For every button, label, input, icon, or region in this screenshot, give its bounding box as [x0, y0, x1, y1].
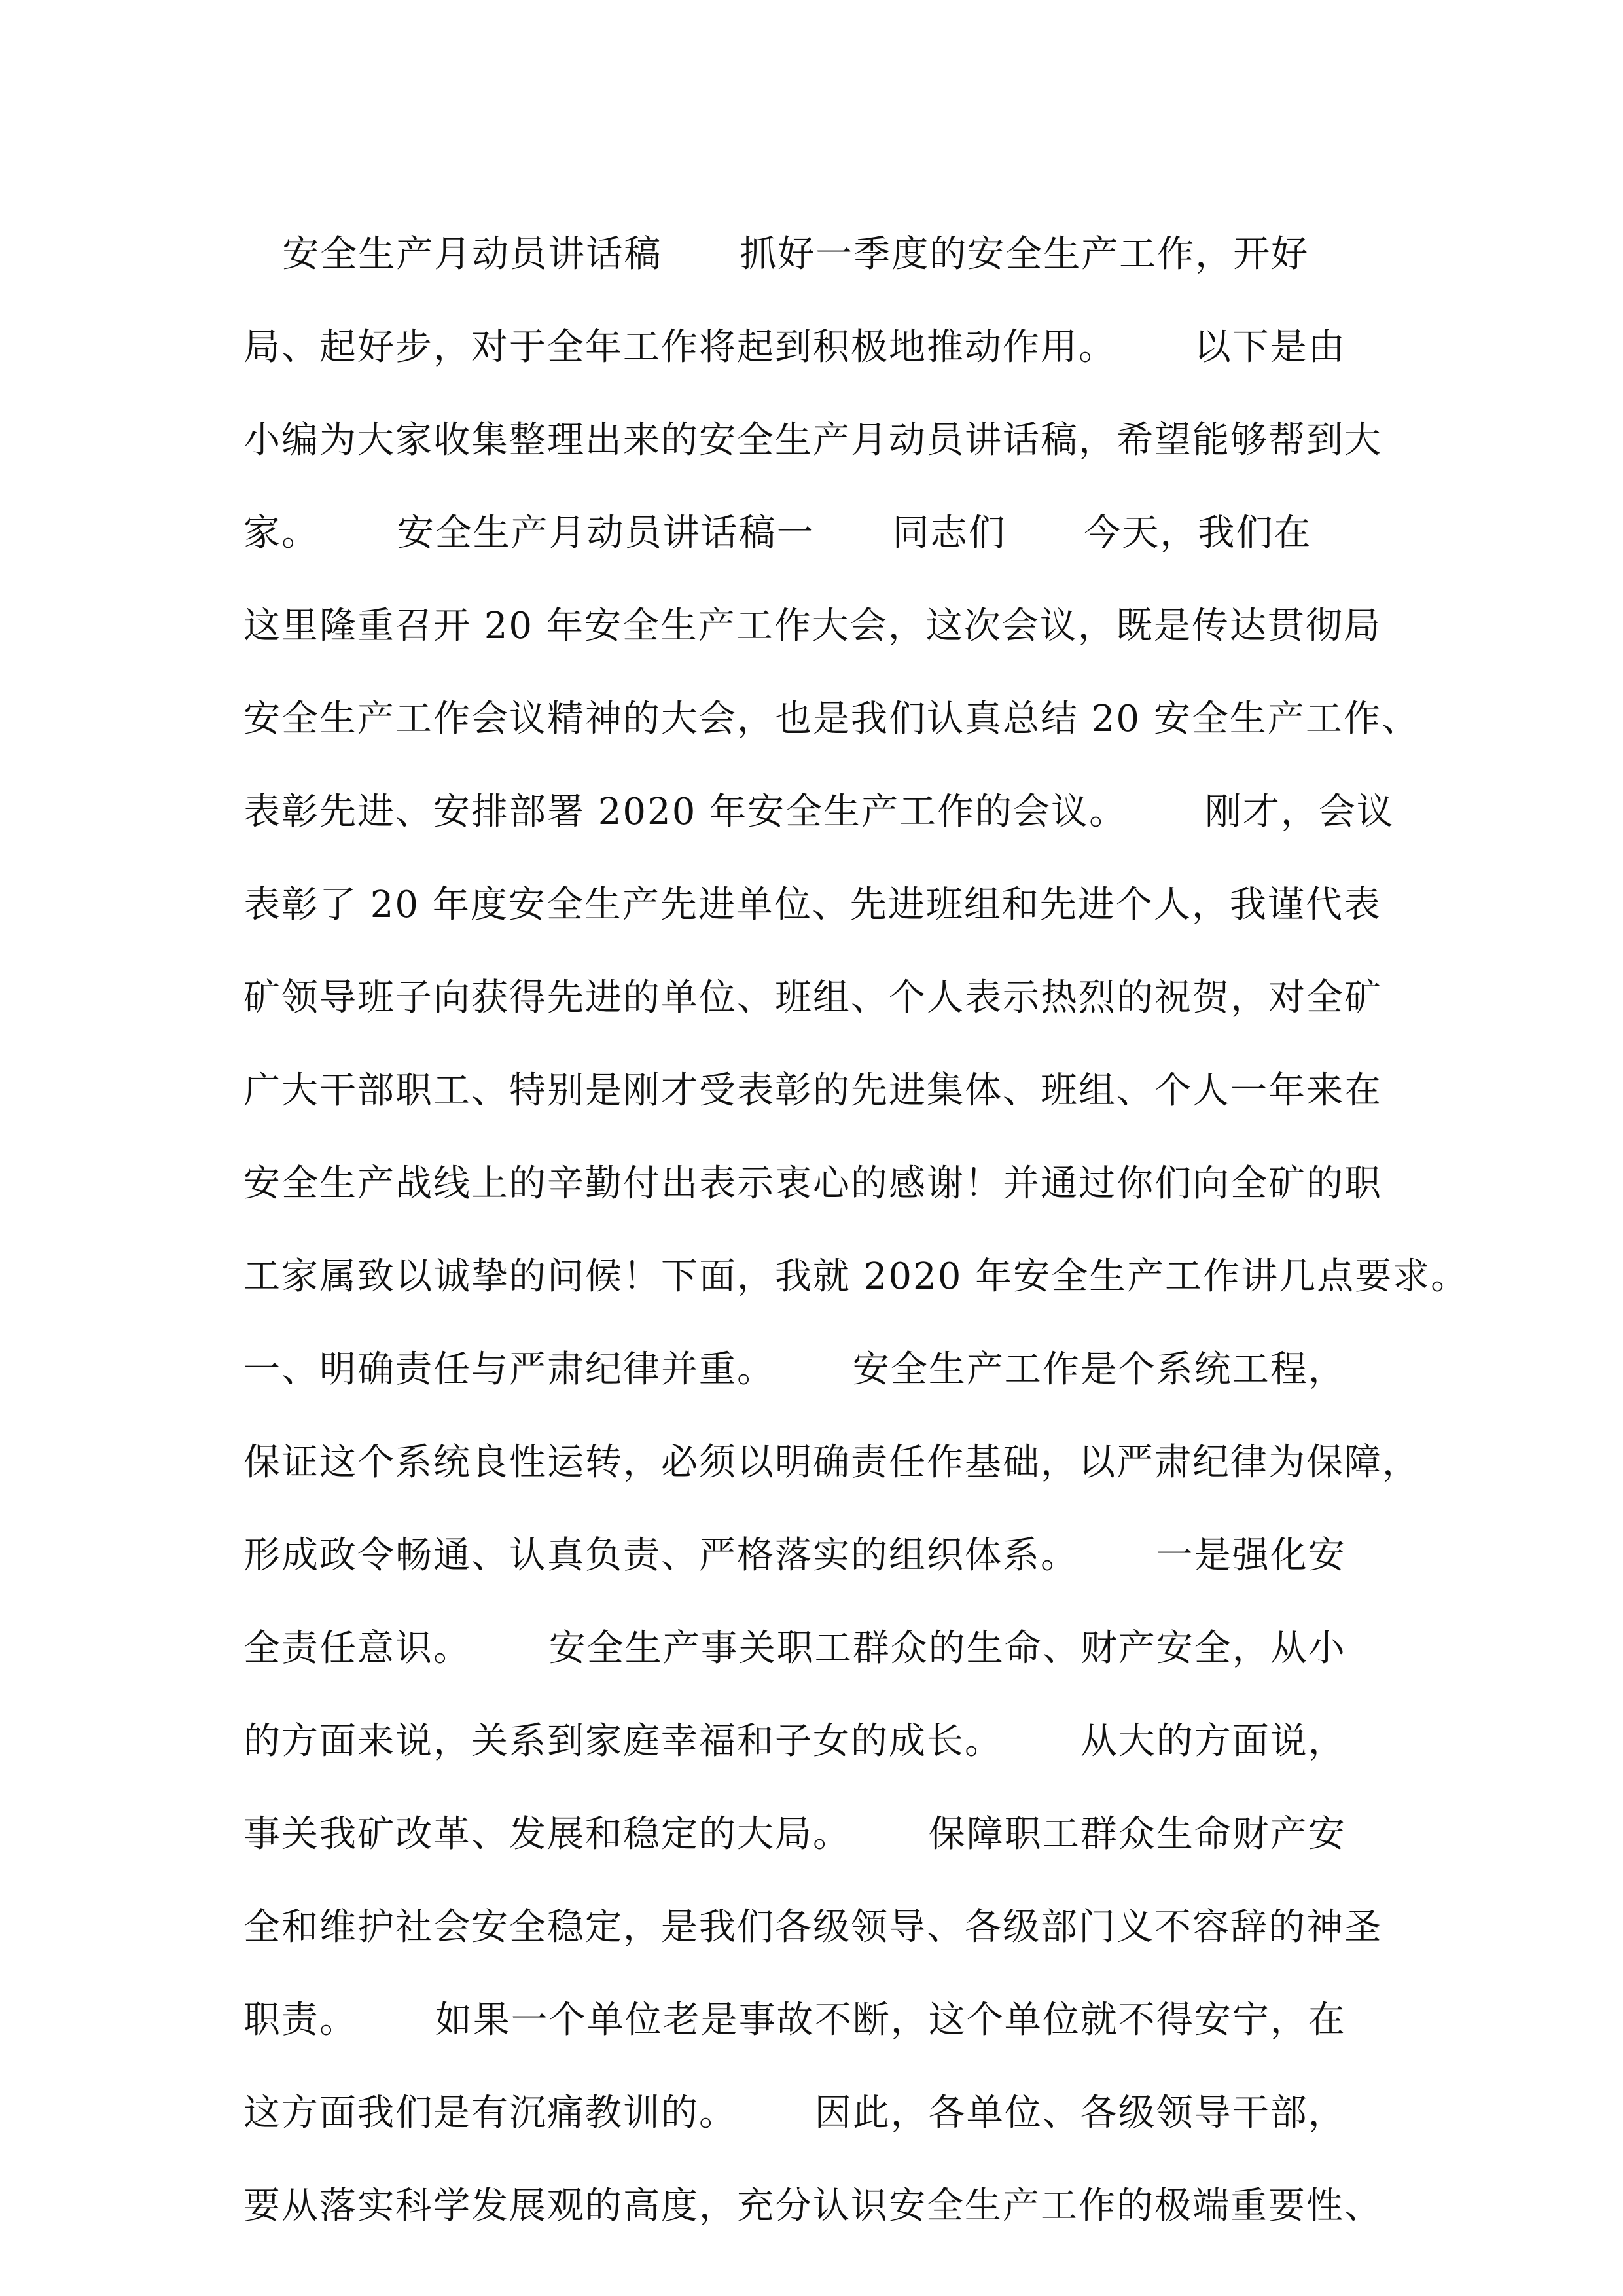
text-line: 安全生产战线上的辛勤付出表示衷心的感谢！并通过你们向全矿的职 [243, 1162, 1382, 1205]
text-line: 家。 安全生产月动员讲话稿一 同志们 今天，我们在 [243, 512, 1312, 554]
text-line: 一、明确责任与严肃纪律并重。 安全生产工作是个系统工程， [243, 1348, 1346, 1391]
text-line: 安全生产月动员讲话稿 抓好一季度的安全生产工作，开好 [243, 233, 1310, 276]
text-line: 要从落实科学发展观的高度，充分认识安全生产工作的极端重要性、 [243, 2185, 1382, 2227]
text-line: 表彰先进、安排部署 2020 年安全生产工作的会议。 刚才，会议 [243, 791, 1395, 833]
text-line: 保证这个系统良性运转，必须以明确责任作基础，以严肃纪律为保障， [243, 1441, 1420, 1484]
text-line: 局、起好步，对于全年工作将起到积极地推动作用。 以下是由 [243, 326, 1346, 368]
text-line: 全责任意识。 安全生产事关职工群众的生命、财产安全，从小 [243, 1627, 1346, 1670]
text-line: 这方面我们是有沉痛教训的。 因此，各单位、各级领导干部， [243, 2092, 1346, 2134]
text-line: 事关我矿改革、发展和稳定的大局。 保障职工群众生命财产安 [243, 1813, 1346, 1856]
text-line: 全和维护社会安全稳定，是我们各级领导、各级部门义不容辞的神圣 [243, 1906, 1382, 1948]
text-line: 职责。 如果一个单位老是事故不断，这个单位就不得安宁，在 [243, 1999, 1346, 2041]
text-line: 工家属致以诚挚的问候！下面，我就 2020 年安全生产工作讲几点要求。 [243, 1255, 1469, 1298]
text-line: 矿领导班子向获得先进的单位、班组、个人表示热烈的祝贺，对全矿 [243, 977, 1382, 1019]
text-line: 安全生产工作会议精神的大会，也是我们认真总结 20 安全生产工作、 [243, 698, 1419, 740]
text-line: 形成政令畅通、认真负责、严格落实的组织体系。 一是强化安 [243, 1534, 1346, 1577]
text-line: 小编为大家收集整理出来的安全生产月动员讲话稿，希望能够帮到大 [243, 419, 1382, 461]
text-line: 表彰了 20 年度安全生产先进单位、先进班组和先进个人，我谨代表 [243, 884, 1382, 926]
document-body [243, 208, 1469, 2253]
text-line: 的方面来说，关系到家庭幸福和子女的成长。 从大的方面说， [243, 1720, 1346, 1763]
text-line: 广大干部职工、特别是刚才受表彰的先进集体、班组、个人一年来在 [243, 1069, 1382, 1112]
text-line: 这里隆重召开 20 年安全生产工作大会，这次会议，既是传达贯彻局 [243, 605, 1382, 647]
